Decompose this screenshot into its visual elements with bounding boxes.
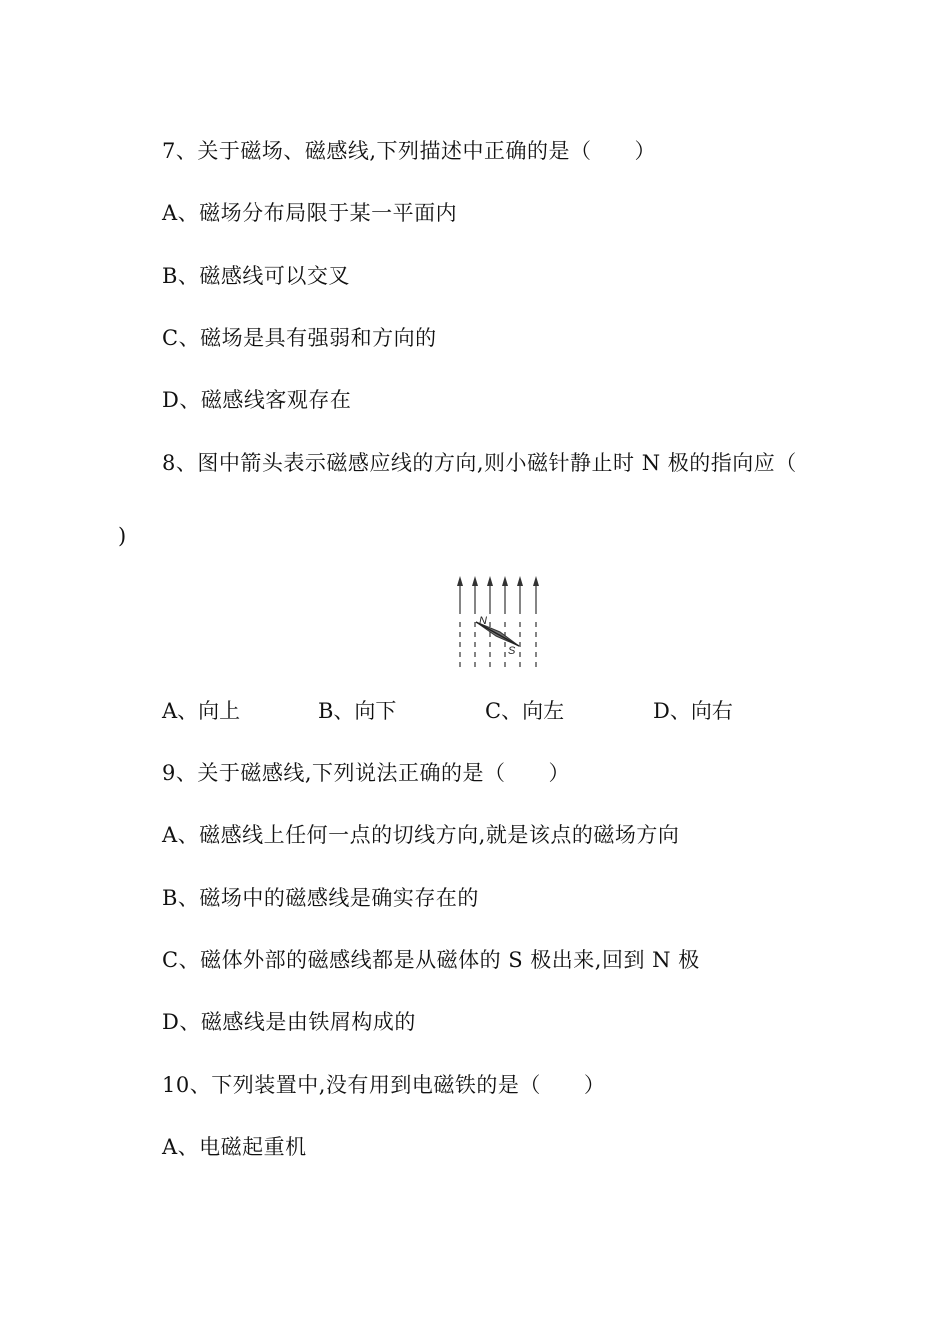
- question-9-option-a: A、磁感线上任何一点的切线方向,就是该点的磁场方向: [162, 823, 680, 847]
- question-7-stem: 7、关于磁场、磁感线,下列描述中正确的是（ ）: [162, 139, 657, 163]
- question-7-option-a: A、磁场分布局限于某一平面内: [162, 201, 458, 225]
- question-8-option-c: C、向左: [485, 699, 565, 723]
- question-8-stem-continuation: ): [118, 524, 127, 548]
- field-arrowheads: [457, 576, 539, 586]
- question-9-stem: 9、关于磁感线,下列说法正确的是（ ）: [162, 761, 571, 785]
- question-7-option-b: B、磁感线可以交叉: [162, 264, 350, 288]
- question-10-option-a: A、电磁起重机: [162, 1135, 307, 1159]
- question-8-option-d: D、向右: [653, 699, 733, 723]
- needle-n-label: N: [479, 615, 487, 627]
- needle-s-label: S: [508, 645, 516, 657]
- question-8-stem: 8、图中箭头表示磁感应线的方向,则小磁针静止时 N 极的指向应（: [162, 451, 797, 475]
- question-8-option-b: B、向下: [318, 699, 397, 723]
- question-7-option-c: C、磁场是具有强弱和方向的: [162, 326, 437, 350]
- question-9-option-d: D、磁感线是由铁屑构成的: [162, 1010, 416, 1034]
- question-7-option-d: D、磁感线客观存在: [162, 388, 352, 412]
- question-9-option-c: C、磁体外部的磁感线都是从磁体的 S 极出来,回到 N 极: [162, 948, 700, 972]
- question-8-option-a: A、向上: [162, 699, 241, 723]
- magnetic-field-figure: [452, 574, 544, 674]
- question-9-option-b: B、磁场中的磁感线是确实存在的: [162, 886, 479, 910]
- question-10-stem: 10、下列装置中,没有用到电磁铁的是（ ）: [162, 1073, 606, 1097]
